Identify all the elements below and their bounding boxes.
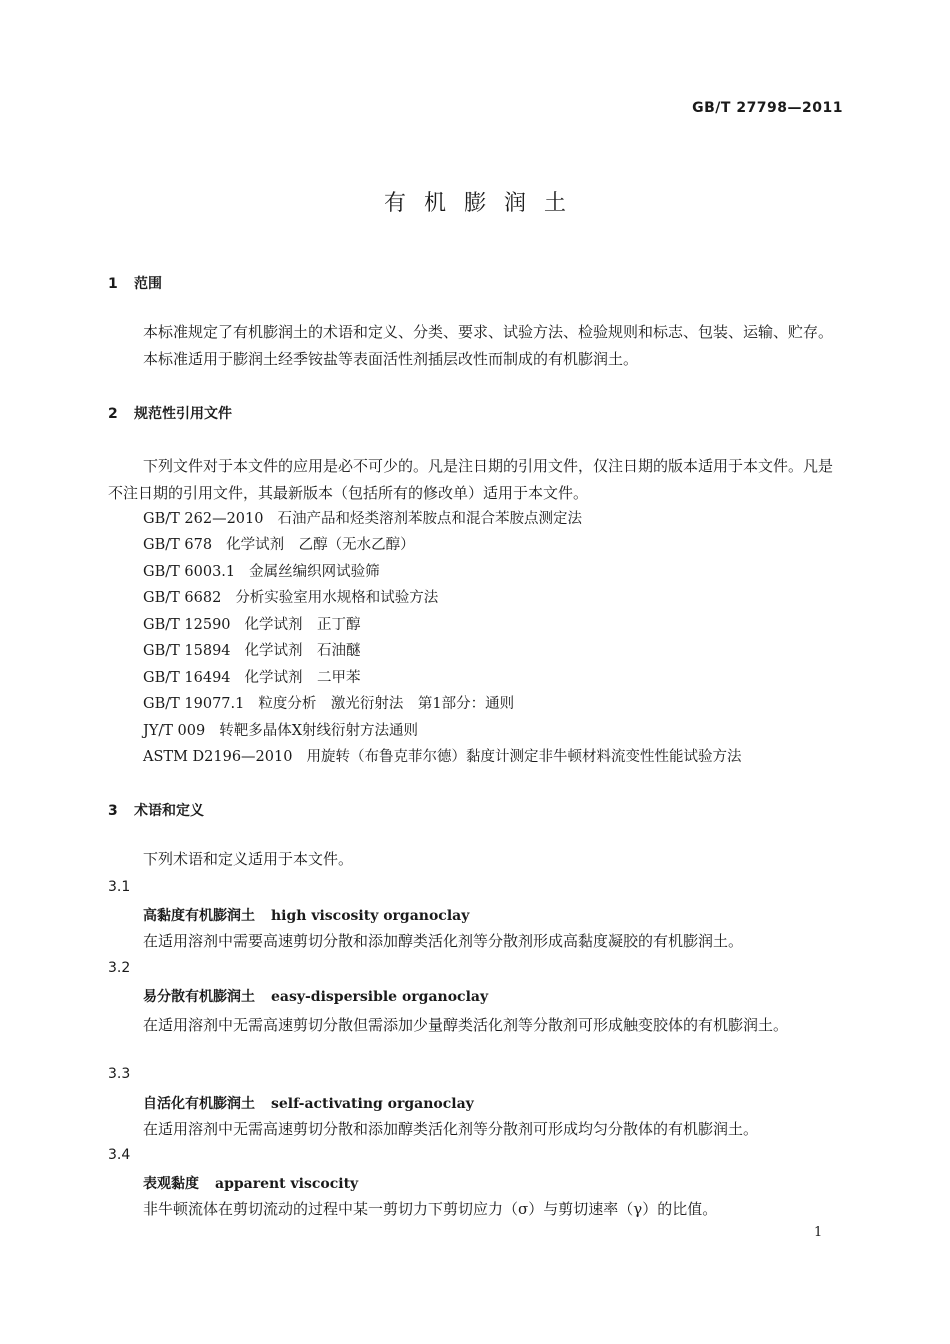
term-number: 3.2 xyxy=(108,960,131,976)
term-en: apparent viscocity xyxy=(215,1176,359,1192)
standard-number: GB/T 27798—2011 xyxy=(692,100,843,116)
reference-item xyxy=(143,719,418,740)
section-title: 规范性引用文件 xyxy=(134,406,232,422)
reference-item xyxy=(143,666,361,687)
paragraph: 下列术语和定义适用于本文件。 xyxy=(143,850,354,868)
term-definition: 非牛顿流体在剪切流动的过程中某一剪切力下剪切应力（σ）与剪切速率（γ）的比值。 xyxy=(143,1200,718,1218)
reference-title: 转靶多晶体X射线衍射方法通则 xyxy=(219,723,419,739)
term-number: 3.3 xyxy=(108,1066,131,1082)
reference-item xyxy=(143,692,514,713)
paragraph: 下列文件对于本文件的应用是必不可少的。凡是注日期的引用文件，仅注日期的版本适用于本文件。凡是不注日期的引用文件，其最新版本（包括所有的修改单）适用于本文件。 xyxy=(108,457,834,502)
reference-item xyxy=(143,639,361,660)
term-definition: 在适用溶剂中需要高速剪切分散和添加醇类活化剂等分散剂形成高黏度凝胶的有机膨润土。 xyxy=(143,932,744,950)
reference-title: 化学试剂 正丁醇 xyxy=(244,617,361,633)
term-number: 3.4 xyxy=(108,1147,131,1163)
reference-title: 化学试剂 二甲苯 xyxy=(244,670,361,686)
reference-item xyxy=(143,586,438,607)
term-heading xyxy=(143,1173,358,1193)
reference-code: GB/T 16494 xyxy=(143,670,231,686)
term-en: self-activating organoclay xyxy=(271,1096,474,1112)
reference-code: GB/T 678 xyxy=(143,537,213,553)
section-number: 2 xyxy=(108,406,118,422)
reference-code: GB/T 12590 xyxy=(143,617,231,633)
term-en: high viscosity organoclay xyxy=(271,908,470,924)
reference-title: 化学试剂 乙醇（无水乙醇） xyxy=(226,537,415,553)
section-3-heading xyxy=(108,800,204,820)
term-heading xyxy=(143,1093,474,1113)
term-zh: 自活化有机膨润土 xyxy=(143,1096,255,1112)
reference-code: JY/T 009 xyxy=(143,723,206,739)
section-title: 范围 xyxy=(134,276,162,292)
term-heading xyxy=(143,986,488,1006)
section-2-heading xyxy=(108,403,232,423)
page-number: 1 xyxy=(814,1225,823,1240)
reference-code: GB/T 15894 xyxy=(143,643,231,659)
reference-item xyxy=(143,560,380,581)
paragraph: 本标准规定了有机膨润土的术语和定义、分类、要求、试验方法、检验规则和标志、包装、运输、贮存。 xyxy=(143,323,834,341)
term-zh: 高黏度有机膨润土 xyxy=(143,908,255,924)
reference-title: 粒度分析 激光衍射法 第1部分：通则 xyxy=(258,696,515,712)
reference-title: 金属丝编织网试验筛 xyxy=(249,564,380,580)
term-definition: 在适用溶剂中无需高速剪切分散和添加醇类活化剂等分散剂可形成均匀分散体的有机膨润土。 xyxy=(143,1120,759,1138)
reference-code: GB/T 6003.1 xyxy=(143,564,236,580)
reference-code: ASTM D2196—2010 xyxy=(143,749,293,765)
reference-item xyxy=(143,533,415,554)
reference-title: 化学试剂 石油醚 xyxy=(244,643,361,659)
document-title: 有机膨润土 xyxy=(383,191,584,216)
section-title: 术语和定义 xyxy=(134,803,204,819)
term-en: easy-dispersible organoclay xyxy=(271,989,489,1005)
section-number: 1 xyxy=(108,276,118,292)
term-definition: 在适用溶剂中无需高速剪切分散但需添加少量醇类活化剂等分散剂可形成触变胶体的有机膨润土。 xyxy=(143,1016,789,1034)
section-1-heading xyxy=(108,273,162,293)
reference-code: GB/T 262—2010 xyxy=(143,511,264,527)
term-number: 3.1 xyxy=(108,879,131,895)
reference-code: GB/T 19077.1 xyxy=(143,696,245,712)
reference-code: GB/T 6682 xyxy=(143,590,222,606)
reference-item xyxy=(143,745,741,766)
reference-item xyxy=(143,507,582,528)
term-zh: 表观黏度 xyxy=(143,1176,199,1192)
term-zh: 易分散有机膨润土 xyxy=(143,989,255,1005)
reference-title: 石油产品和烃类溶剂苯胺点和混合苯胺点测定法 xyxy=(277,511,582,527)
reference-title: 分析实验室用水规格和试验方法 xyxy=(235,590,439,606)
paragraph: 本标准适用于膨润土经季铵盐等表面活性剂插层改性而制成的有机膨润土。 xyxy=(143,350,639,368)
section-number: 3 xyxy=(108,803,118,819)
reference-title: 用旋转（布鲁克菲尔德）黏度计测定非牛顿材料流变性性能试验方法 xyxy=(306,749,742,765)
term-heading xyxy=(143,905,469,925)
reference-item xyxy=(143,613,361,634)
